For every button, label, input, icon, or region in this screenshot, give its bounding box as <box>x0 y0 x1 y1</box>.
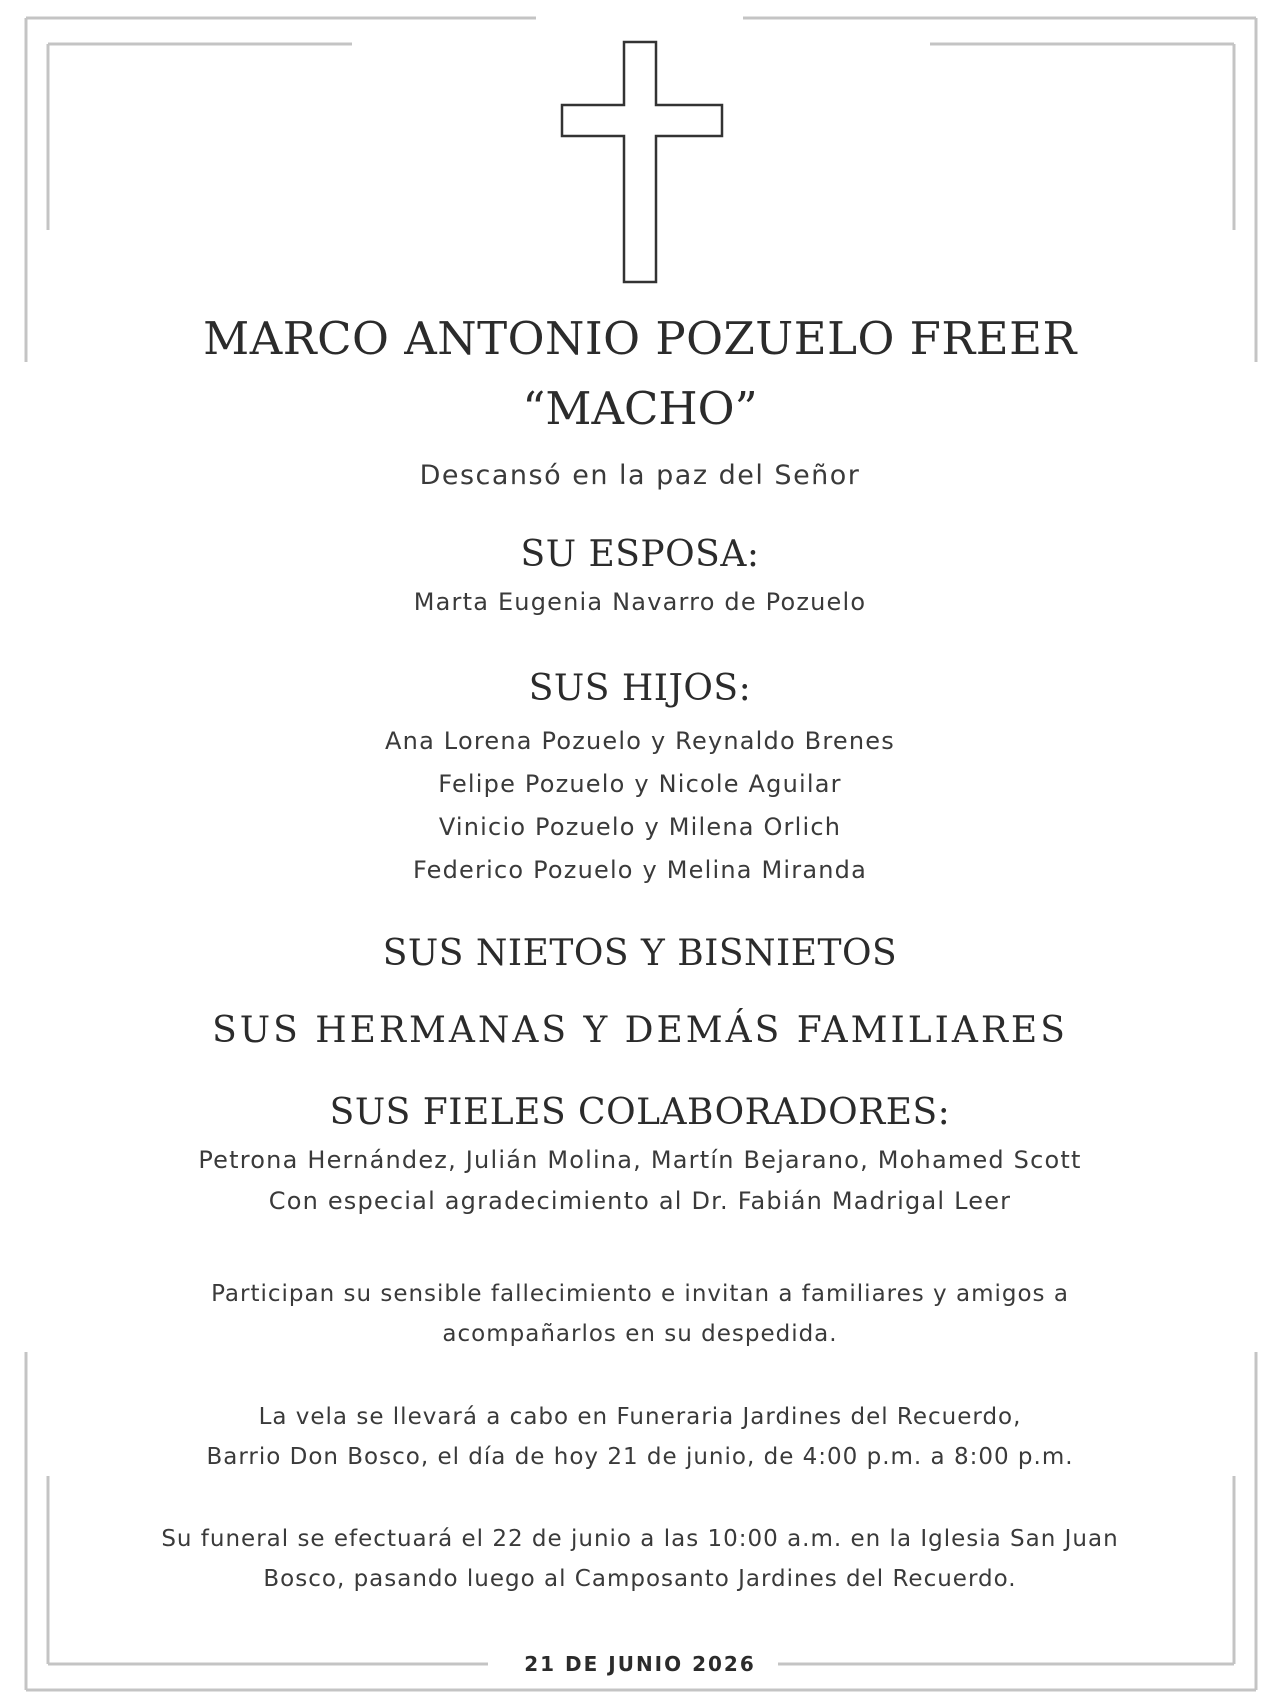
collaborators-names: Petrona Hernández, Julián Molina, Martín Bejarano, Mohamed Scott <box>198 1146 1082 1174</box>
collaborators-heading: SUS FIELES COLABORADORES: <box>329 1092 951 1133</box>
deceased-name: MARCO ANTONIO POZUELO FREER <box>203 312 1077 365</box>
special-thanks: Con especial agradecimiento al Dr. Fabián Madrigal Leer <box>268 1187 1012 1215</box>
spouse-heading: SU ESPOSA: <box>520 534 760 575</box>
child-entry: Felipe Pozuelo y Nicole Aguilar <box>438 770 842 798</box>
grandchildren-heading: SUS NIETOS Y BISNIETOS <box>382 933 898 974</box>
wake-details-line: La vela se llevará a cabo en Funeraria Jardines del Recuerdo, <box>258 1404 1022 1430</box>
funeral-details-line: Su funeral se efectuará el 22 de junio a las 10:00 a.m. en la Iglesia San Juan <box>161 1526 1119 1552</box>
child-entry: Ana Lorena Pozuelo y Reynaldo Brenes <box>385 727 895 755</box>
invitation-line: acompañarlos en su despedida. <box>442 1321 838 1347</box>
cross-icon <box>560 40 726 285</box>
invitation-line: Participan su sensible fallecimiento e invitan a familiares y amigos a <box>211 1281 1069 1307</box>
funeral-details-line: Bosco, pasando luego al Camposanto Jardines del Recuerdo. <box>263 1566 1017 1592</box>
wake-details-line: Barrio Don Bosco, el día de hoy 21 de junio, de 4:00 p.m. a 8:00 p.m. <box>206 1444 1074 1470</box>
rest-in-peace-subtitle: Descansó en la paz del Señor <box>419 460 861 491</box>
publication-date: 21 DE JUNIO 2026 <box>524 1652 756 1676</box>
spouse-name: Marta Eugenia Navarro de Pozuelo <box>413 588 867 616</box>
siblings-heading: SUS HERMANAS Y DEMÁS FAMILIARES <box>212 1010 1068 1051</box>
child-entry: Federico Pozuelo y Melina Miranda <box>412 856 868 884</box>
children-heading: SUS HIJOS: <box>528 668 752 709</box>
child-entry: Vinicio Pozuelo y Milena Orlich <box>438 813 842 841</box>
deceased-nickname: “MACHO” <box>522 382 758 435</box>
